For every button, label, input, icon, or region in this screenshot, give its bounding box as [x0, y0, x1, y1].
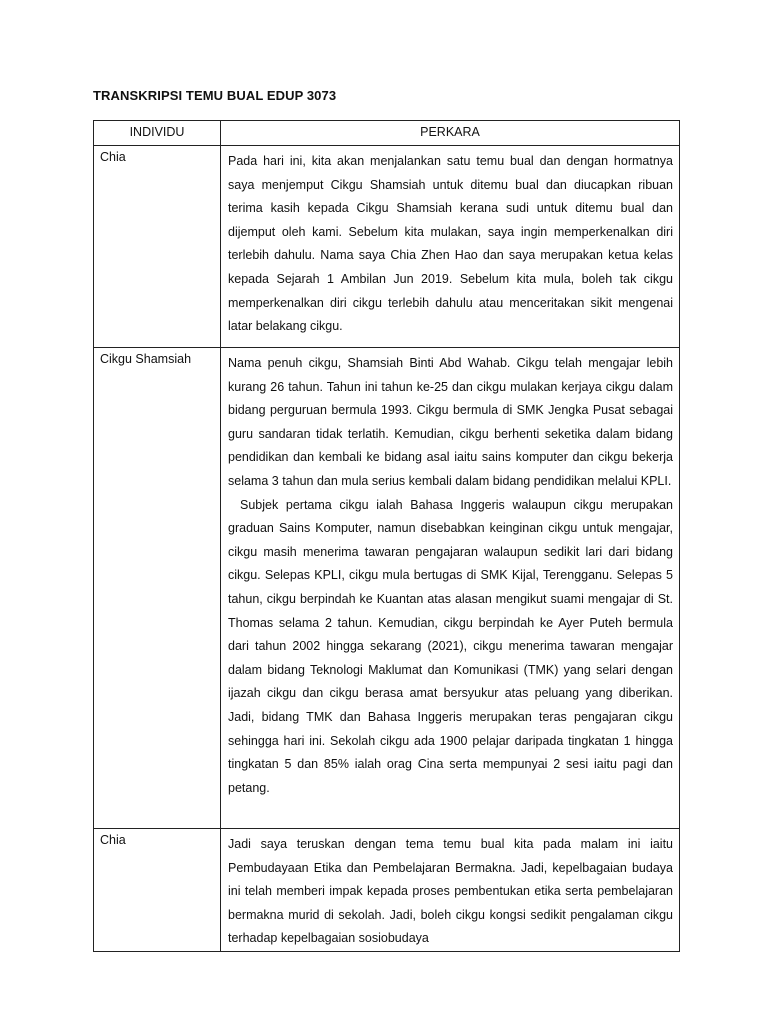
document-title: TRANSKRIPSI TEMU BUAL EDUP 3073	[93, 88, 337, 103]
statement-paragraph: Pada hari ini, kita akan menjalankan satu temu bual dan dengan hormatnya saya menjemput Cikgu Shamsiah untuk ditemu bual dan diucapkan ribuan terima kasih kepada Cikgu Shamsiah kerana sudi untuk ditemu bual dan dijemput oleh kami. Sebelum kita mulakan, saya ingin memperkenalkan diri terlebih dahulu. Nama saya Chia Zhen Hao dan saya merupakan ketua kelas kepada Sejarah 1 Ambilan Jun 2019. Sebelum kita mula, boleh tak cikgu memperkenalkan diri cikgu terlebih dahulu atau menceritakan sikit mengenai latar belakang cikgu.	[228, 154, 673, 334]
statement-cell	[221, 829, 680, 952]
table-row	[94, 348, 680, 829]
table-header-row	[94, 121, 680, 146]
statement-cell	[221, 348, 680, 829]
speaker-cell: Chia	[94, 829, 221, 952]
speaker-cell: Chia	[94, 146, 221, 348]
statement-paragraph: Subjek pertama cikgu ialah Bahasa Inggeris walaupun cikgu merupakan graduan Sains Komputer, namun disebabkan keinginan cikgu untuk mengajar, cikgu masih menerima tawaran pengajaran walaupun sedikit lari dari bidang cikgu. Selepas KPLI, cikgu mula bertugas di SMK Kijal, Terengganu. Selepas 5 tahun, cikgu berpindah ke Kuantan atas alasan mengikut suami mengajar di St. Thomas selama 2 tahun. Kemudian, cikgu berpindah ke Ayer Puteh bermula dari tahun 2002 hingga sekarang (2021), cikgu menerima tawaran mengajar dalam bidang Teknologi Maklumat dan Komunikasi (TMK) yang selari dengan ijazah cikgu dan cikgu berasa amat bersyukur atas peluang yang diberikan. Jadi, bidang TMK dan Bahasa Inggeris merupakan teras pengajaran cikgu sehingga hari ini. Sekolah cikgu ada 1900 pelajar daripada tingkatan 1 hingga tingkatan 5 dan 85% ialah orag Cina serta mempunyai 2 sesi iaitu pagi dan petang.	[228, 497, 673, 795]
header-perkara: PERKARA	[221, 121, 680, 146]
header-individu: INDIVIDU	[94, 121, 221, 146]
speaker-cell: Cikgu Shamsiah	[94, 348, 221, 829]
transcript-table	[93, 120, 680, 952]
statement-cell	[221, 146, 680, 348]
statement-paragraph: Jadi saya teruskan dengan tema temu bual kita pada malam ini iaitu Pembudayaan Etika dan Pembelajaran Bermakna. Jadi, kepelbagaian budaya ini telah memberi impak kepada proses pembentukan etika serta pembelajaran bermakna murid di sekolah. Jadi, boleh cikgu kongsi sedikit pengalaman cikgu terhadap kepelbagaian sosiobudaya	[228, 837, 673, 946]
table-row	[94, 829, 680, 952]
statement-paragraph: Nama penuh cikgu, Shamsiah Binti Abd Wahab. Cikgu telah mengajar lebih kurang 26 tahun. Tahun ini tahun ke-25 dan cikgu mulakan kerjaya cikgu dalam bidang perguruan bermula 1993. Cikgu bermula di SMK Jengka Pusat sebagai guru sandaran tidak terlatih. Kemudian, cikgu berhenti seketika dalam bidang pendidikan dan kembali ke bidang asal iaitu sains komputer dan cikgu bekerja selama 3 tahun dan mula serius kembali dalam bidang pendidikan melalui KPLI.	[228, 356, 673, 488]
table-row	[94, 146, 680, 348]
